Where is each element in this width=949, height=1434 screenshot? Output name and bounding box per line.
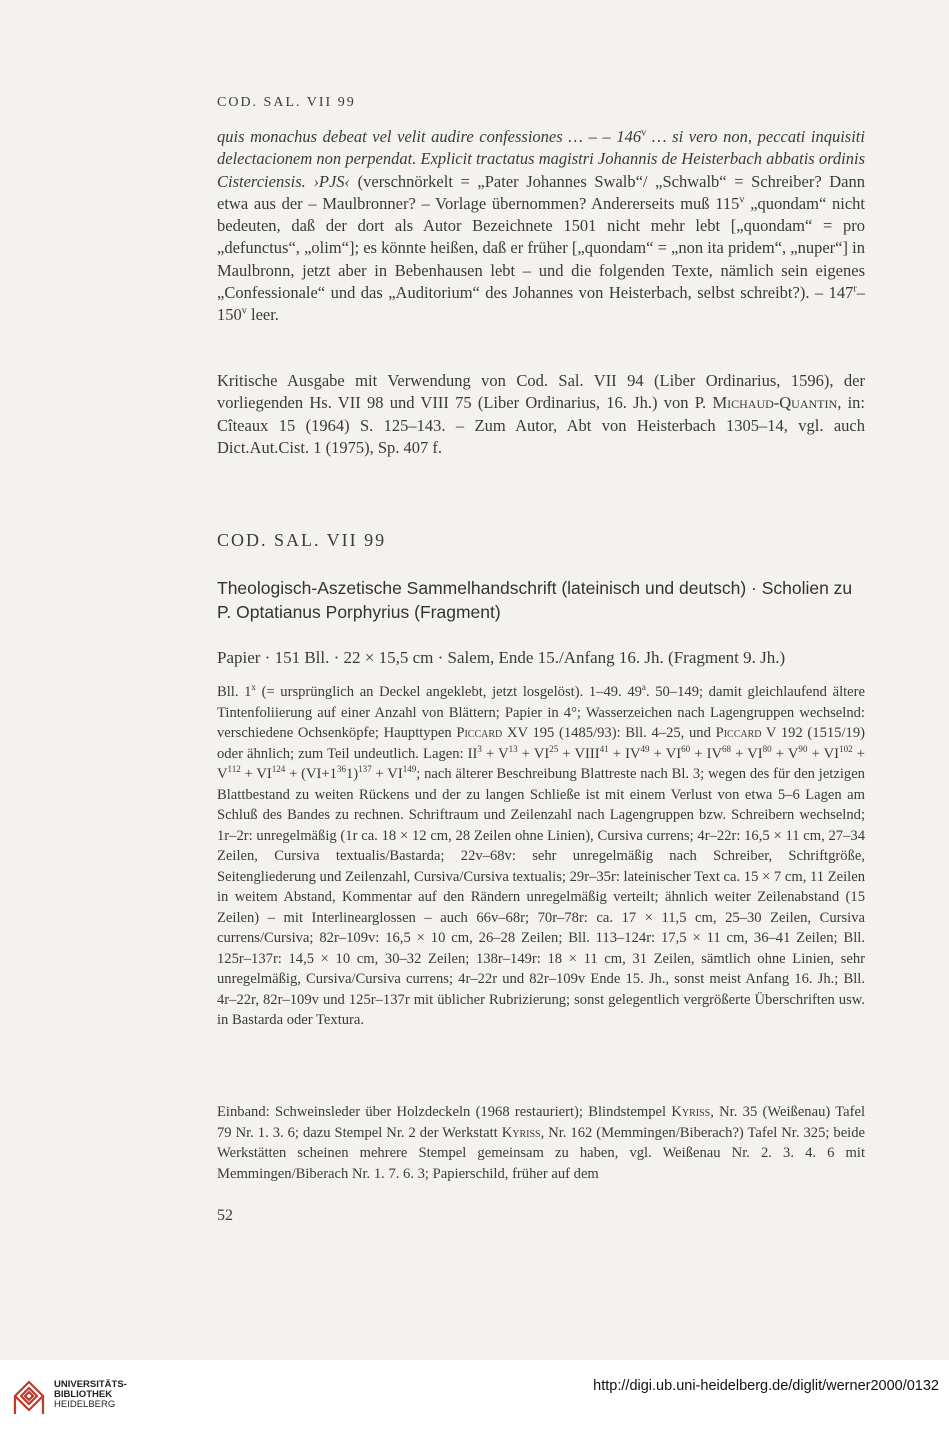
section-heading: COD. SAL. VII 99 (217, 530, 387, 550)
paragraph-description: Bll. 1$^x$ (= ursprünglich an Deckel angeklebt, jetzt losgelöst). 1–49. 49$^a$. 50–149; damit gleichlaufend ältere Tintenfoliierung auf einer Anzahl von Blättern; Papier in 4°; Wasserzeichen nach Lagengruppen wechselnd: verschiedene Ochsenköpfe; Haupttypen Piccard XV 195 (1485/93): Bll. 4–25, und Piccard V 192 (1515/19) oder ähnlich; zum Teil undeutlich. Lagen: $II^3 + V^{13} + VI^{25}$ + $VIII^{41} + IV^{49} + VI^{60} + IV^{68} + VI^{80} + V^{90} + VI^{102} + V^{112} + VI^{124} + (VI+1^{36}1)^{137} + VI^{149}$; nach älterer Beschreibung Blattreste nach Bl. 3; wegen des für den jetzigen Blattbestand zu weiten Rückens und der zu langen Schließe ist mit einem Verlust von etwa 5–6 Lagen am Schluß des Bandes zu rechnen. Schriftraum und Zeilenzahl nach Lagengruppen bzw. Schreibern wechselnd; 1r–2r: unregelmäßig (1r ca. 18 × 12 cm, 28 Zeilen ohne Linien), Cursiva currens; 4r–22r: 16,5 × 11 cm, 27–34 Zeilen, Cursiva textualis/Bastarda; 22v–68v: sehr unregelmäßig nach Schreiber, Schriftgröße, Seitengliederung und Zeilenzahl, Cursiva/Cursiva textualis; 29r–35r: lateinischer Text ca. 15 × 7 cm, 11 Zeilen in weitem Abstand, Kommentar auf den Rändern unregelmäßig verteilt; ähnlich weiter Zeilenabstand (15 Zeilen) – mit Interlinearglossen – auch 66v–68r; 70r–78r: ca. 17 × 11,5 cm, 25–30 Zeilen, Cursiva currens/Cursiva; 82r–109v: 16,5 × 10 cm, 26–28 Zeilen; Bll. 113–124r: 17,5 × 11 cm, 36–41 Zeilen; Bll. 125r–137r: 14,5 × 10 cm, 30–32 Zeilen; 138r–149r: 18 × 11 cm, 31 Zeilen, sämtlich ohne Linien, sehr unregelmäßig, Cursiva/Cursiva currens; 4r–22r und 82r–109v Ende 15. Jh., sonst meist Anfang 16. Jh.; Bll. 4r–22r, 82r–109v und 125r–137r mit üblicher Rubrizierung; sonst gelegentlich vergrößerte Überschriften usw. in Bastarda oder Textura. (217, 682, 865, 1028)
latin-text: quis monachus debeat vel velit audire confessiones … – – 146 (217, 127, 642, 146)
source-url-link[interactable]: http://digi.ub.uni-heidelberg.de/diglit/werner2000/0132 (593, 1378, 939, 1394)
library-name: UNIVERSITÄTS- BIBLIOTHEK HEIDELBERG (54, 1379, 127, 1410)
footer-bar (0, 1360, 949, 1434)
paragraph-binding: Einband: Schweinsleder über Holzdeckeln (1968 restauriert); Blindstempel Kyriss, Nr. 35 (Weißenau) Tafel 79 Nr. 1. 3. 6; dazu Stempel Nr. 2 der Werkstatt Kyriss, Nr. 162 (Memmingen/Biberach?) Tafel Nr. 325; beide Werkstätten scheinen mehrere Stempel gemeinsam zu haben, vgl. Weißenau Nr. 2. 3. 4. 6 mit Memmingen/Biberach Nr. 1. 7. 6. 3; Papierschild, früher auf dem (217, 1104, 865, 1182)
manuscript-title: Theologisch-Aszetische Sammelhandschrift (lateinisch und deutsch) · Scholien zu P. Optatianus Porphyrius (Fragment) (217, 578, 853, 622)
latin-text-2: … si vero non, peccati inquisiti delectacionem non perpendat. Explicit tractatus magistri Johannis de Heisterbach abbatis ordinis Cisterciensis. ›PJS‹ (217, 127, 865, 191)
paragraph-edition: Kritische Ausgabe mit Verwendung von Cod. Sal. VII 94 (Liber Ordinarius, 1596), der vorliegenden Hs. VII 98 und VIII 75 (Liber Ordinarius, 16. Jh.) von P. Michaud-Quantin, in: Cîteaux 15 (1964) S. 125–143. – Zum Autor, Abt von Heisterbach 1305–14, vgl. auch Dict.Aut.Cist. 1 (1975), Sp. 407 f. (217, 371, 865, 457)
page-number: 52 (217, 1207, 233, 1224)
library-logo-icon (12, 1376, 46, 1416)
manuscript-meta: Papier · 151 Bll. · 22 × 15,5 cm · Salem, Ende 15./Anfang 16. Jh. (Fragment 9. Jh.) (217, 648, 786, 667)
paragraph-incipit: quis monachus debeat vel velit audire confessiones … – – 146$^v$ … si vero non, peccati inquisiti delectacionem non perpendat. Explicit tractatus magistri Johannis de Heisterbach abbatis ordinis Cisterciensis. ›PJS‹ (verschnörkelt = „Pater Johannes Swalb“/ „Schwalb“ = Schreiber? Dann etwa aus der – Maulbronner? – Vorlage übernommen? Andererseits muß 115$^v$ „quondam“ nicht bedeuten, daß der dort als Autor Bezeichnete 1501 nicht mehr lebt [„quondam“ = pro „defunctus“, „olim“]; es könnte heißen, daß er früher [„quondam“ = „non ita pridem“, „nuper“] in Maulbronn, jetzt aber in Bebenhausen lebt – und die folgenden Texte, nämlich sein eigenes „Confessionale“ und das „Auditorium“ des Johannes von Heisterbach, selbst schreibt?). – 147$^r$–150$^v$ leer. (217, 127, 866, 325)
running-head: COD. SAL. VII 99 (217, 95, 356, 110)
